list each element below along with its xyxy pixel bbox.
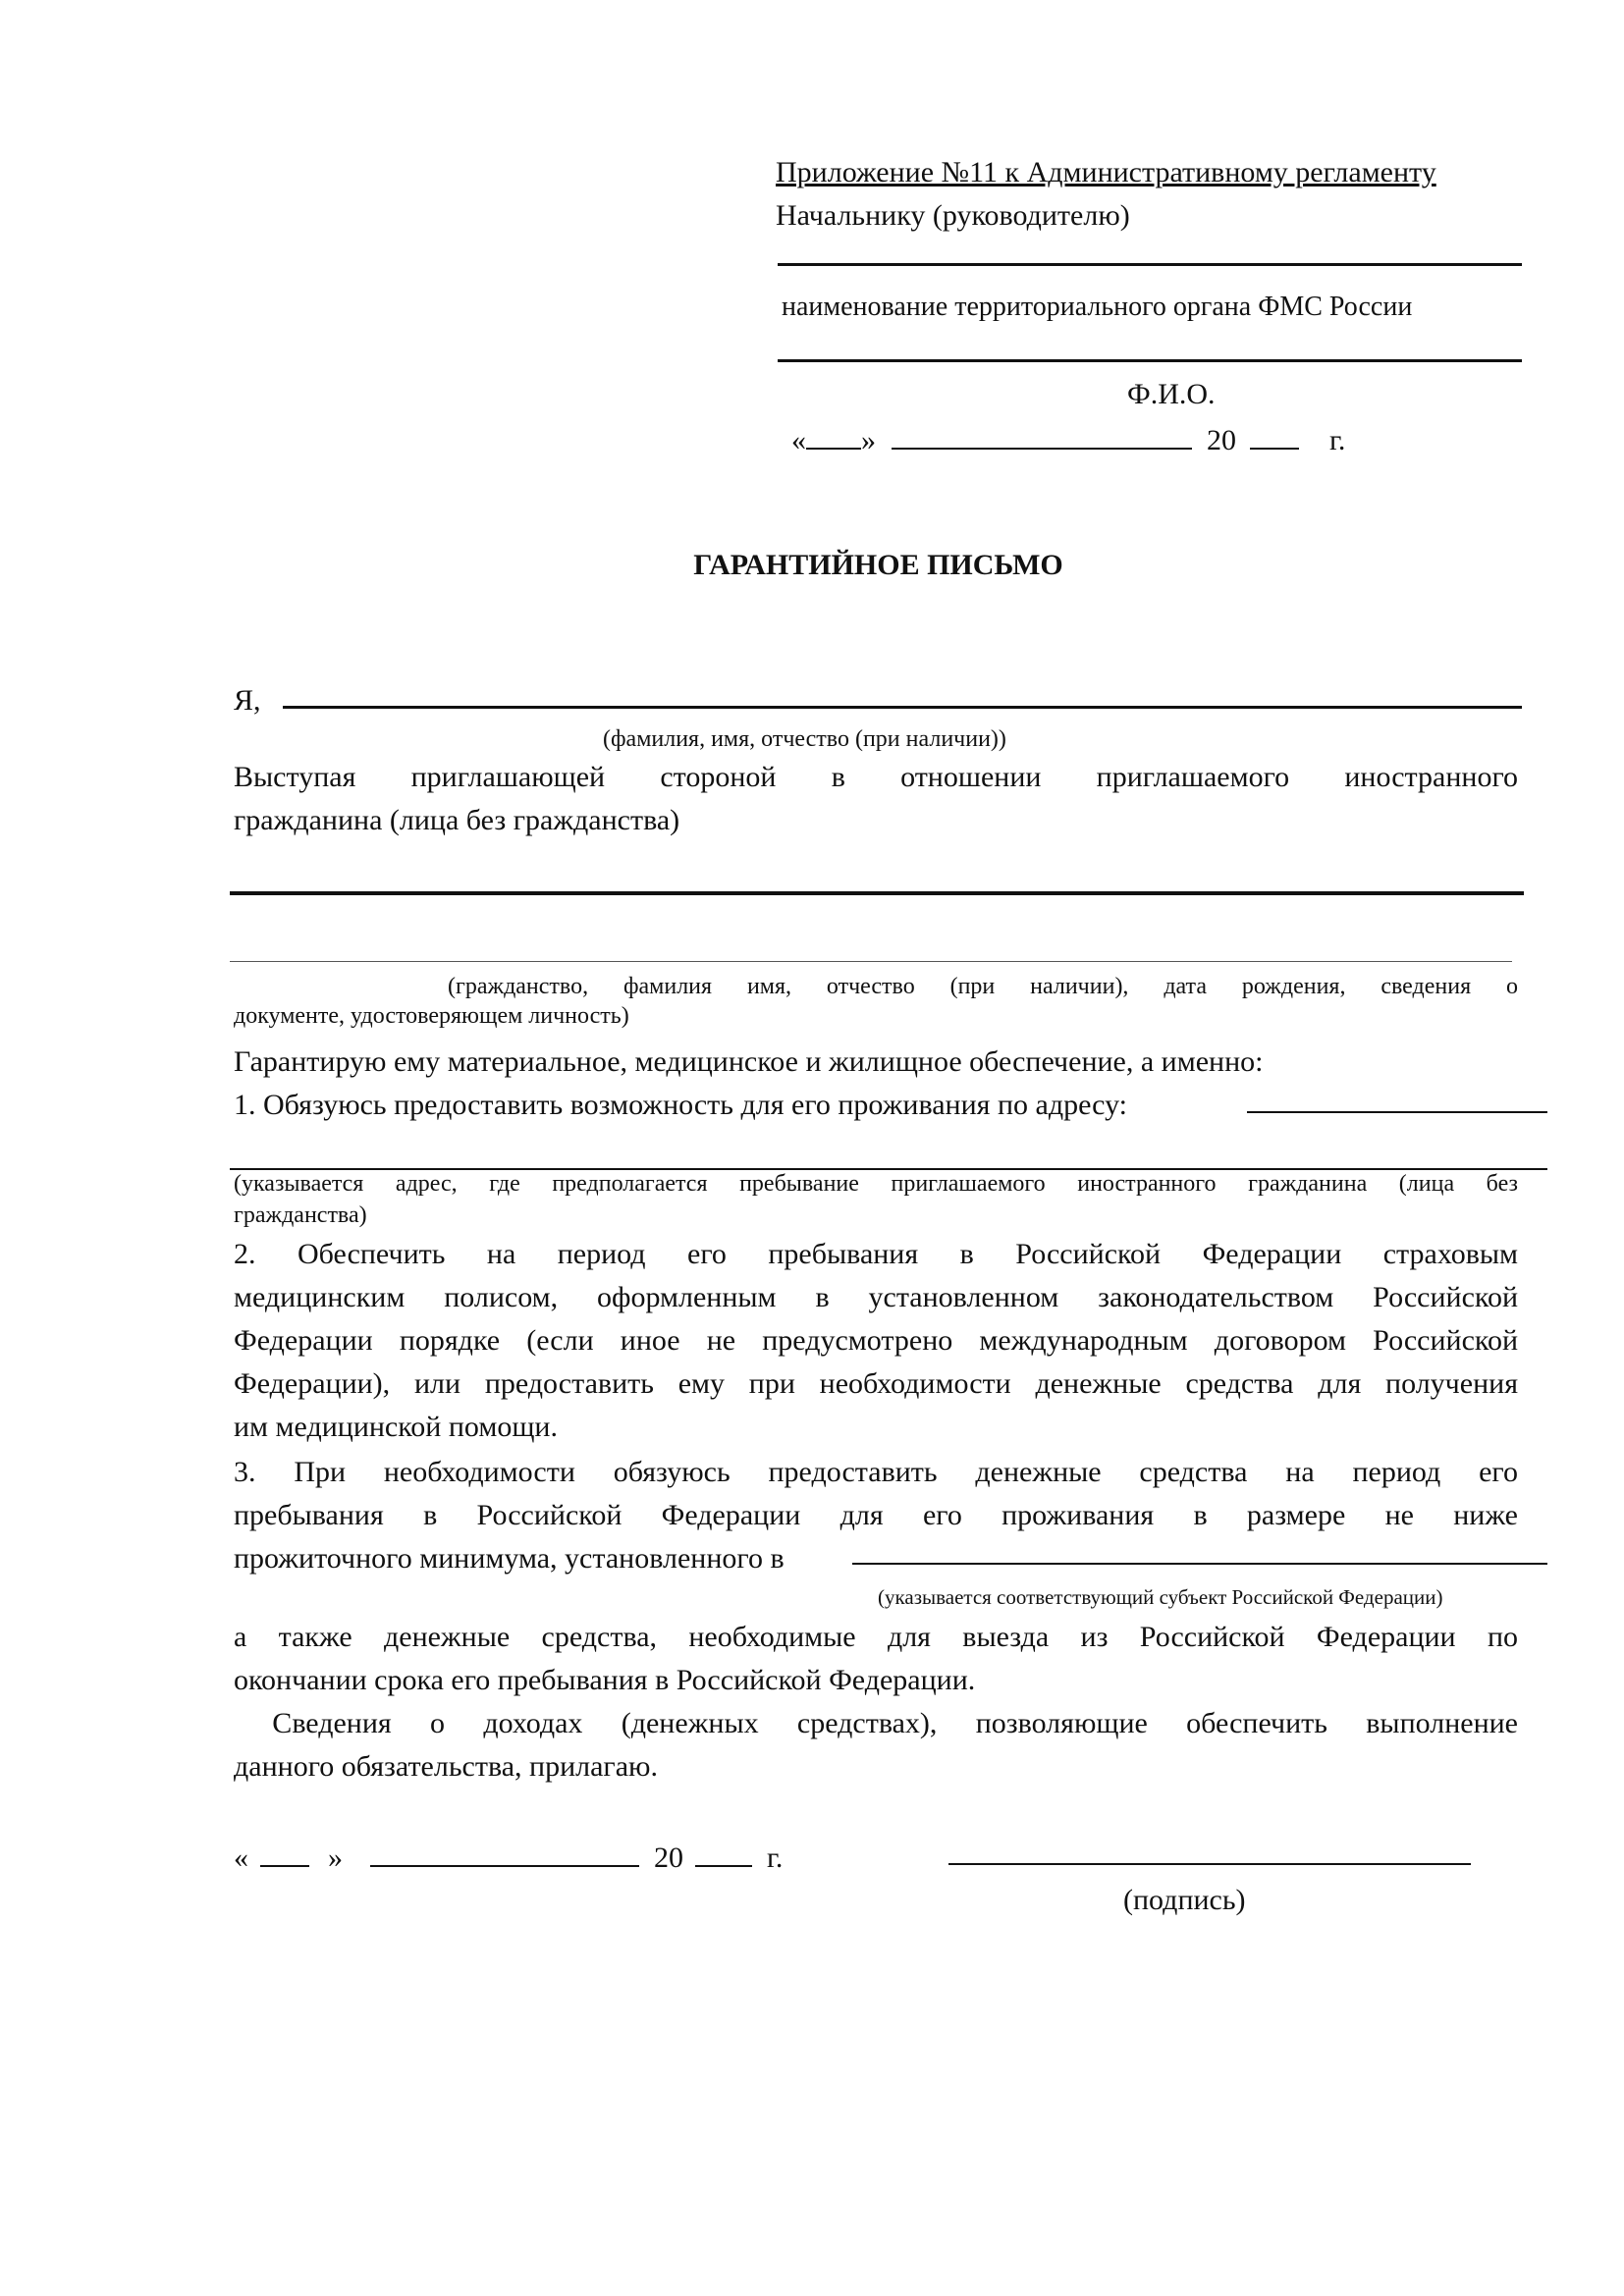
item-2-paragraph — [234, 1233, 1518, 1449]
citizen-blank-2[interactable] — [230, 961, 1512, 962]
address-caption-line-1: (указывается адрес, где предполагается пребывание приглашаемого иностранного гражданина (лица без — [234, 1171, 1518, 1197]
item-2-line-1: 2. Обеспечить на период его пребывания в Российской Федерации страховым — [234, 1238, 1518, 1270]
citizen-caption-line-2: документе, удостоверяющем личность) — [234, 1003, 629, 1029]
footer-month-blank[interactable] — [370, 1838, 639, 1867]
fio-blank[interactable] — [778, 359, 1522, 362]
i-label: Я, — [234, 684, 261, 717]
subject-blank[interactable] — [852, 1563, 1547, 1565]
appendix-heading: Приложение №11 к Административному регламенту — [776, 156, 1436, 188]
footer-year-suffix: г. — [767, 1842, 784, 1874]
header-year-blank[interactable] — [1250, 420, 1299, 450]
address-caption — [234, 1168, 1518, 1231]
item-2-line-3: Федерации порядке (если иное не предусмотрено международным договором Российской — [234, 1324, 1518, 1357]
inviting-paragraph — [234, 756, 1518, 842]
address-caption-line-2: гражданства) — [234, 1202, 367, 1228]
name-blank[interactable] — [283, 706, 1522, 709]
item-2-line-4: Федерации), или предоставить ему при необходимости денежные средства для получения — [234, 1367, 1518, 1400]
footer-close-quote: » — [328, 1842, 343, 1874]
item-3-line-3: прожиточного минимума, установленного в — [234, 1542, 785, 1575]
header-month-blank[interactable] — [892, 420, 1192, 450]
signature-caption: (подпись) — [1123, 1884, 1246, 1916]
citizen-blank-1[interactable] — [230, 891, 1524, 895]
item-3-line-2: пребывания в Российской Федерации для его проживания в размере не ниже — [234, 1499, 1518, 1531]
inviting-line-1: Выступая приглашающей стороной в отношении приглашаемого иностранного — [234, 761, 1518, 793]
inviting-line-2: гражданина (лица без гражданства) — [234, 804, 680, 836]
header-year-prefix: 20 — [1207, 424, 1236, 456]
income-paragraph — [234, 1702, 1518, 1789]
signature-blank[interactable] — [948, 1863, 1471, 1865]
also-line-1: а также денежные средства, необходимые для выезда из Российской Федерации по — [234, 1621, 1518, 1653]
date-close-quote: » — [861, 424, 876, 456]
item-2-line-5: им медицинской помощи. — [234, 1411, 558, 1443]
header-date-row — [791, 420, 1345, 458]
citizen-caption-line-1: (гражданство, фамилия имя, отчество (при наличии), дата рождения, сведения о — [448, 974, 1518, 999]
footer-date-row — [234, 1838, 783, 1876]
fio-caption: Ф.И.О. — [1127, 378, 1216, 410]
guarantee-intro: Гарантирую ему материальное, медицинское и жилищное обеспечение, а именно: — [234, 1045, 1264, 1078]
item-3-paragraph — [234, 1451, 1518, 1537]
footer-open-quote: « — [234, 1842, 248, 1874]
organ-caption: наименование территориального органа ФМС России — [782, 292, 1413, 322]
citizen-caption — [234, 972, 1518, 1031]
address-blank-1[interactable] — [1247, 1111, 1547, 1113]
footer-year-prefix: 20 — [654, 1842, 683, 1874]
footer-year-blank[interactable] — [695, 1838, 752, 1867]
date-open-quote: « — [791, 424, 806, 456]
addressee-line: Начальнику (руководителю) — [776, 199, 1130, 232]
item-1: 1. Обязуюсь предоставить возможность для его проживания по адресу: — [234, 1089, 1128, 1121]
organ-blank[interactable] — [778, 263, 1522, 266]
item-2-line-2: медицинским полисом, оформленным в установленном законодательством Российской — [234, 1281, 1518, 1313]
header-day-blank[interactable] — [806, 420, 861, 450]
income-line-1: Сведения о доходах (денежных средствах), позволяющие обеспечить выполнение — [234, 1707, 1518, 1739]
header-year-suffix: г. — [1329, 424, 1346, 456]
also-line-2: окончании срока его пребывания в Российской Федерации. — [234, 1664, 976, 1696]
footer-day-blank[interactable] — [260, 1838, 309, 1867]
also-paragraph — [234, 1616, 1518, 1702]
subject-caption: (указывается соответствующий субъект Российской Федерации) — [878, 1585, 1443, 1609]
income-line-2: данного обязательства, прилагаю. — [234, 1750, 658, 1783]
name-caption: (фамилия, имя, отчество (при наличии)) — [603, 726, 1006, 752]
document-title: ГАРАНТИЙНОЕ ПИСЬМО — [693, 549, 1063, 581]
item-3-line-1: 3. При необходимости обязуюсь предоставить денежные средства на период его — [234, 1456, 1518, 1488]
